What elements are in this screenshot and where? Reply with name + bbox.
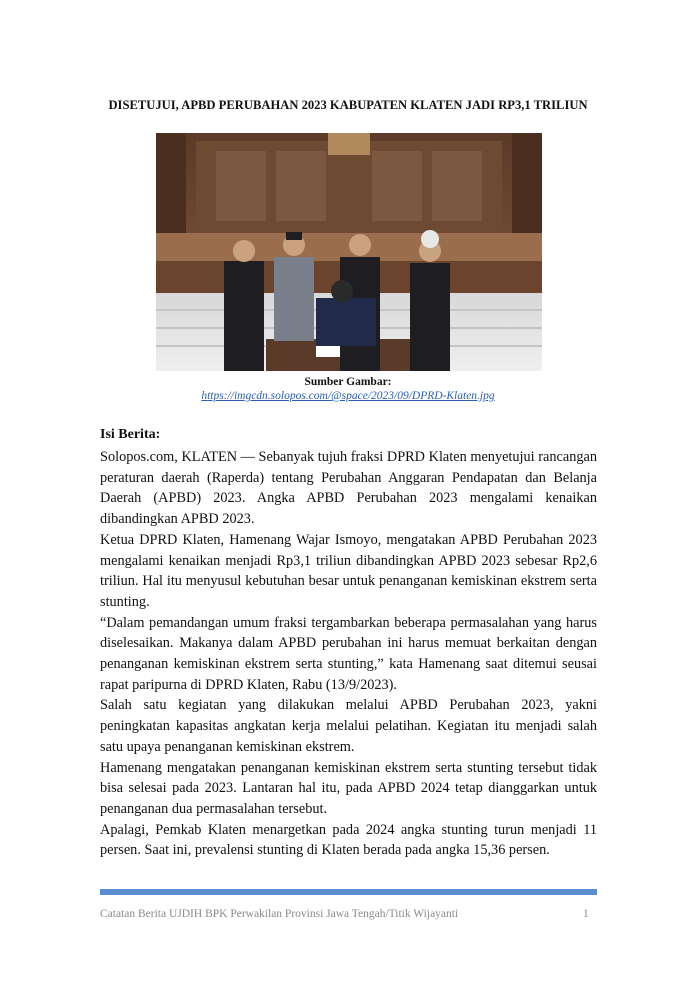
page-number: 1 (583, 908, 589, 920)
article-body (100, 447, 597, 861)
article-photo (156, 133, 542, 371)
image-source-label: Sumber Gambar: (304, 376, 392, 388)
paragraph: “Dalam pemandangan umum fraksi tergambarkan beberapa permasalahan yang harus diselesaikan. Makanya dalam APBD perubahan ini harus memuat berkaitan dengan penanganan kemiskinan ekstrem serta stunting,” kata Hamenang saat ditemui seusai rapat paripurna di DPRD Klaten, Rabu (13/9/2023). (100, 614, 597, 693)
paragraph: Solopos.com, KLATEN — Sebanyak tujuh fraksi DPRD Klaten menyetujui rancangan peraturan daerah (Raperda) tentang Perubahan Anggaran Pendapatan dan Belanja Daerah (APBD) 2023. Angka APBD Perubahan 2023 mengalami kenaikan dibandingkan APBD 2023. (100, 449, 597, 528)
paragraph: Salah satu kegiatan yang dilakukan melalui APBD Perubahan 2023, yakni peningkatan kapasitas angkatan kerja melalui pelatihan. Kegiatan itu menjadi salah satu upaya penanganan kemiskinan ekstrem. (100, 697, 597, 755)
article-title: DISETUJUI, APBD PERUBAHAN 2023 KABUPATEN KLATEN JADI RP3,1 TRILIUN (108, 98, 588, 112)
footer-text: Catatan Berita UJDIH BPK Perwakilan Provinsi Jawa Tengah/Titik Wijayanti (100, 908, 459, 920)
section-heading: Isi Berita: (100, 427, 161, 442)
footer-divider (100, 889, 597, 895)
paragraph: Apalagi, Pemkab Klaten menargetkan pada 2024 angka stunting turun menjadi 11 persen. Saat ini, prevalensi stunting di Klaten berada pada angka 15,36 persen. (100, 821, 597, 859)
image-source-link[interactable]: https://imgcdn.solopos.com/@space/2023/09/DPRD-Klaten.jpg (201, 390, 495, 402)
paragraph: Hamenang mengatakan penanganan kemiskinan ekstrem serta stunting tersebut tidak bisa selesai pada 2023. Lantaran hal itu, pada APBD 2024 tetap dianggarkan untuk penanganan dua permasalahan tersebut. (100, 759, 597, 817)
paragraph: Ketua DPRD Klaten, Hamenang Wajar Ismoyo, mengatakan APBD Perubahan 2023 mengalami kenaikan menjadi Rp3,1 triliun dibandingkan APBD 2023 sebesar Rp2,6 triliun. Hal itu menyusul kebutuhan besar untuk penanganan kemiskinan ekstrem serta stunting. (100, 531, 597, 610)
